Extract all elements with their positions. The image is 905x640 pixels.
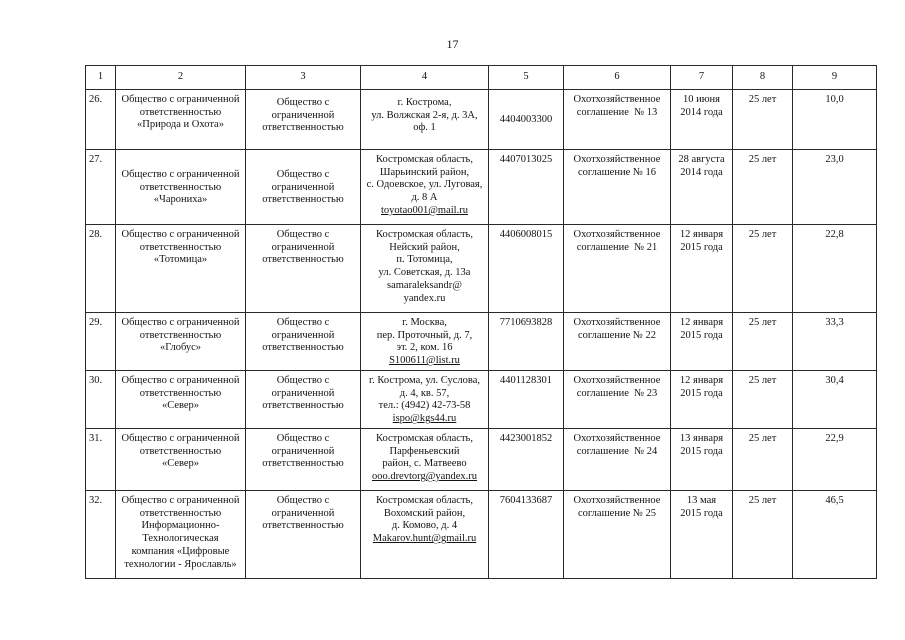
cell-agreement [564,429,671,491]
cell-term [733,371,793,429]
legal-form-line: ответственностью [262,194,344,206]
cell-organization [116,90,246,150]
organization-line: ответственностью [139,181,222,193]
organization-line: Общество с ограниченной [121,229,240,240]
email-link[interactable]: Makarov.hunt@gmail.ru [372,533,477,545]
number-line: 31. [89,433,103,444]
agreement-line: соглашение № 24 [576,445,658,457]
address-line: Костромская область, [376,495,473,506]
cell-legal-form [246,371,361,429]
address-line: samaraleksandr@ [387,279,462,291]
cell-number [86,491,116,579]
legal-form-line: ответственностью [262,400,344,412]
cell-number [86,225,116,313]
legal-form-line: ограниченной [271,329,335,341]
area-line: 46,5 [825,495,844,506]
cell-number [86,429,116,491]
table-row [86,429,877,491]
email-link[interactable]: ispo@kgs44.ru [392,413,457,425]
cell-date [671,225,733,313]
address-line: yandex.ru [403,292,446,304]
organization-line: ответственностью [139,387,222,399]
address-line: ул. Волжская 2-я, д. 3А, [371,109,478,121]
column-header: 3 [246,66,361,90]
cell-number [86,371,116,429]
area-line: 10,0 [825,94,844,105]
organization-line: ответственностью [139,106,222,118]
agreement-line: Охотхозяйственное [573,433,661,444]
organization-line: ответственностью [139,445,222,457]
cell-area [793,429,877,491]
cell-address [361,429,489,491]
cell-agreement [564,90,671,150]
cell-term [733,313,793,371]
legal-form-line: Общество с [276,168,330,180]
date-line: 2014 года [680,106,723,118]
date-line: 2014 года [680,166,723,178]
cell-number [86,90,116,150]
agreements-table [85,65,877,579]
email-link[interactable]: toyotao001@mail.ru [381,204,468,216]
cell-address [361,90,489,150]
cell-area [793,371,877,429]
agreement-line: Охотхозяйственное [573,154,661,165]
date-line: 28 августа [678,154,725,165]
inn-line: 4404003300 [499,114,553,126]
cell-legal-form [246,491,361,579]
email-link[interactable]: S100611@list.ru [389,355,460,367]
date-line: 12 января [679,229,724,240]
legal-form-line: ответственностью [262,458,344,470]
agreement-line: Охотхозяйственное [573,94,661,105]
legal-form-line: Общество с [276,97,330,108]
cell-organization [116,150,246,225]
page-number: 17 [446,37,459,51]
cell-inn [489,429,564,491]
address-line: район, с. Матвеево [382,458,467,470]
legal-form-line: ограниченной [271,445,335,457]
organization-line: Информационно- [141,520,220,532]
area-line: 33,3 [825,317,844,328]
cell-address [361,371,489,429]
table-row [86,225,877,313]
term-line: 25 лет [748,375,777,386]
legal-form-line: ограниченной [271,109,335,121]
cell-agreement [564,313,671,371]
legal-form-line: ограниченной [271,387,335,399]
number-line: 29. [89,317,103,328]
cell-date [671,491,733,579]
agreement-line: соглашение № 25 [578,507,656,519]
address-line: г. Москва, [402,317,447,328]
cell-date [671,429,733,491]
legal-form-line: Общество с [276,375,330,386]
organization-line: Общество с ограниченной [121,495,240,506]
cell-organization [116,313,246,371]
inn-line: 7710693828 [499,317,553,328]
address-line: Нейский район, [389,241,460,253]
address-line: д. Комово, д. 4 [391,520,458,532]
address-line: Костромская область, [376,433,473,444]
column-header: 8 [733,66,793,90]
address-line: оф. 1 [413,122,436,134]
agreement-line: соглашение № 23 [576,387,658,399]
date-line: 2015 года [680,387,723,399]
organization-line: Общество с ограниченной [121,317,240,328]
cell-term [733,90,793,150]
column-header: 9 [793,66,877,90]
legal-form-line: ограниченной [271,507,335,519]
number-line: 28. [89,229,103,240]
organization-line: «Природа и Охота» [137,119,224,131]
cell-legal-form [246,429,361,491]
legal-form-line: ограниченной [271,181,335,193]
address-line: д. 8 А [411,192,438,204]
organization-line: Общество с ограниченной [121,433,240,444]
legal-form-line: ответственностью [262,520,344,532]
agreement-line: соглашение № 13 [576,106,658,118]
date-line: 13 мая [686,495,717,506]
table-header [86,66,877,90]
cell-agreement [564,491,671,579]
inn-line: 4401128301 [499,375,553,386]
cell-legal-form [246,90,361,150]
cell-area [793,225,877,313]
inn-line: 4406008015 [499,229,553,240]
cell-area [793,313,877,371]
legal-form-line: Общество с [276,433,330,444]
cell-legal-form [246,225,361,313]
cell-agreement [564,150,671,225]
cell-term [733,150,793,225]
cell-inn [489,150,564,225]
term-line: 25 лет [748,495,777,506]
legal-form-line: ответственностью [262,342,344,354]
cell-area [793,150,877,225]
address-line: Костромская область, [376,229,473,240]
cell-date [671,90,733,150]
column-header: 5 [489,66,564,90]
inn-line: 7604133687 [499,495,553,506]
agreement-line: соглашение № 22 [578,329,656,341]
date-line: 13 января [679,433,724,444]
cell-agreement [564,371,671,429]
date-line: 2015 года [680,241,723,253]
cell-number [86,313,116,371]
area-line: 30,4 [825,375,844,386]
cell-number [86,150,116,225]
date-line: 2015 года [680,445,723,457]
cell-area [793,491,877,579]
legal-form-line: Общество с [276,229,330,240]
organization-line: «Чарониха» [153,194,208,206]
organization-line: «Тотомица» [153,254,208,266]
date-line: 10 июня [682,94,721,105]
address-line: Вохомский район, [383,507,466,519]
cell-inn [489,225,564,313]
legal-form-line: Общество с [276,317,330,328]
cell-inn [489,371,564,429]
organization-line: Общество с ограниченной [121,168,240,180]
legal-form-line: Общество с [276,495,330,506]
number-line: 26. [89,94,103,105]
date-line: 2015 года [680,329,723,341]
cell-date [671,150,733,225]
table-row [86,371,877,429]
table-body [86,90,877,579]
email-link[interactable]: ooo.drevtorg@yandex.ru [371,471,478,483]
address-line: Парфеньевский [389,445,460,457]
number-line: 32. [89,495,103,506]
cell-address [361,313,489,371]
legal-form-line: ответственностью [262,254,344,266]
address-line: пер. Проточный, д. 7, [376,329,473,341]
date-line: 2015 года [680,507,723,519]
organization-line: Общество с ограниченной [121,94,240,105]
organization-line: технологии - Ярославль» [124,558,237,570]
table-row [86,491,877,579]
cell-address [361,225,489,313]
agreement-line: Охотхозяйственное [573,317,661,328]
legal-form-line: ограниченной [271,241,335,253]
organization-line: «Север» [161,400,200,412]
agreement-line: Охотхозяйственное [573,375,661,386]
inn-line: 4407013025 [499,154,553,165]
legal-form-line: ответственностью [262,122,344,134]
cell-date [671,313,733,371]
address-line: п. Тотомица, [396,254,453,266]
address-line: г. Кострома, [397,97,452,108]
term-line: 25 лет [748,154,777,165]
cell-term [733,429,793,491]
cell-organization [116,491,246,579]
date-line: 12 января [679,317,724,328]
header-row [86,66,877,90]
organization-line: ответственностью [139,241,222,253]
area-line: 22,8 [825,229,844,240]
cell-address [361,491,489,579]
number-line: 30. [89,375,103,386]
table-row [86,313,877,371]
cell-address [361,150,489,225]
area-line: 23,0 [825,154,844,165]
organization-line: ответственностью [139,329,222,341]
inn-line: 4423001852 [499,433,553,444]
agreement-line: Охотхозяйственное [573,495,661,506]
cell-legal-form [246,150,361,225]
cell-term [733,491,793,579]
cell-agreement [564,225,671,313]
organization-line: «Глобус» [159,342,202,354]
cell-organization [116,371,246,429]
cell-inn [489,313,564,371]
address-line: Костромская область, [376,154,473,165]
organization-line: ответственностью [139,507,222,519]
cell-term [733,225,793,313]
cell-organization [116,429,246,491]
address-line: Шарьинский район, [379,166,470,178]
cell-area [793,90,877,150]
cell-date [671,371,733,429]
cell-organization [116,225,246,313]
column-header: 2 [116,66,246,90]
table-row [86,90,877,150]
address-line: эт. 2, ком. 16 [396,342,453,354]
table-row [86,150,877,225]
term-line: 25 лет [748,229,777,240]
agreement-line: соглашение № 21 [576,241,658,253]
organization-line: Технологическая [142,533,219,545]
cell-inn [489,90,564,150]
organization-line: Общество с ограниченной [121,375,240,386]
column-header: 4 [361,66,489,90]
term-line: 25 лет [748,433,777,444]
number-line: 27. [89,154,103,165]
address-line: ул. Советская, д. 13а [378,267,471,279]
column-header: 6 [564,66,671,90]
address-line: г. Кострома, ул. Суслова, [368,375,481,386]
organization-line: компания «Цифровые [131,545,230,557]
area-line: 22,9 [825,433,844,444]
address-line: с. Одоевское, ул. Луговая, [366,179,483,191]
address-line: д. 4, кв. 57, [399,387,450,399]
address-line: тел.: (4942) 42-73-58 [378,400,471,412]
agreement-line: соглашение № 16 [578,166,656,178]
cell-inn [489,491,564,579]
date-line: 12 января [679,375,724,386]
term-line: 25 лет [748,317,777,328]
column-header: 7 [671,66,733,90]
column-header: 1 [86,66,116,90]
term-line: 25 лет [748,94,777,105]
cell-legal-form [246,313,361,371]
organization-line: «Север» [161,458,200,470]
agreement-line: Охотхозяйственное [573,229,661,240]
